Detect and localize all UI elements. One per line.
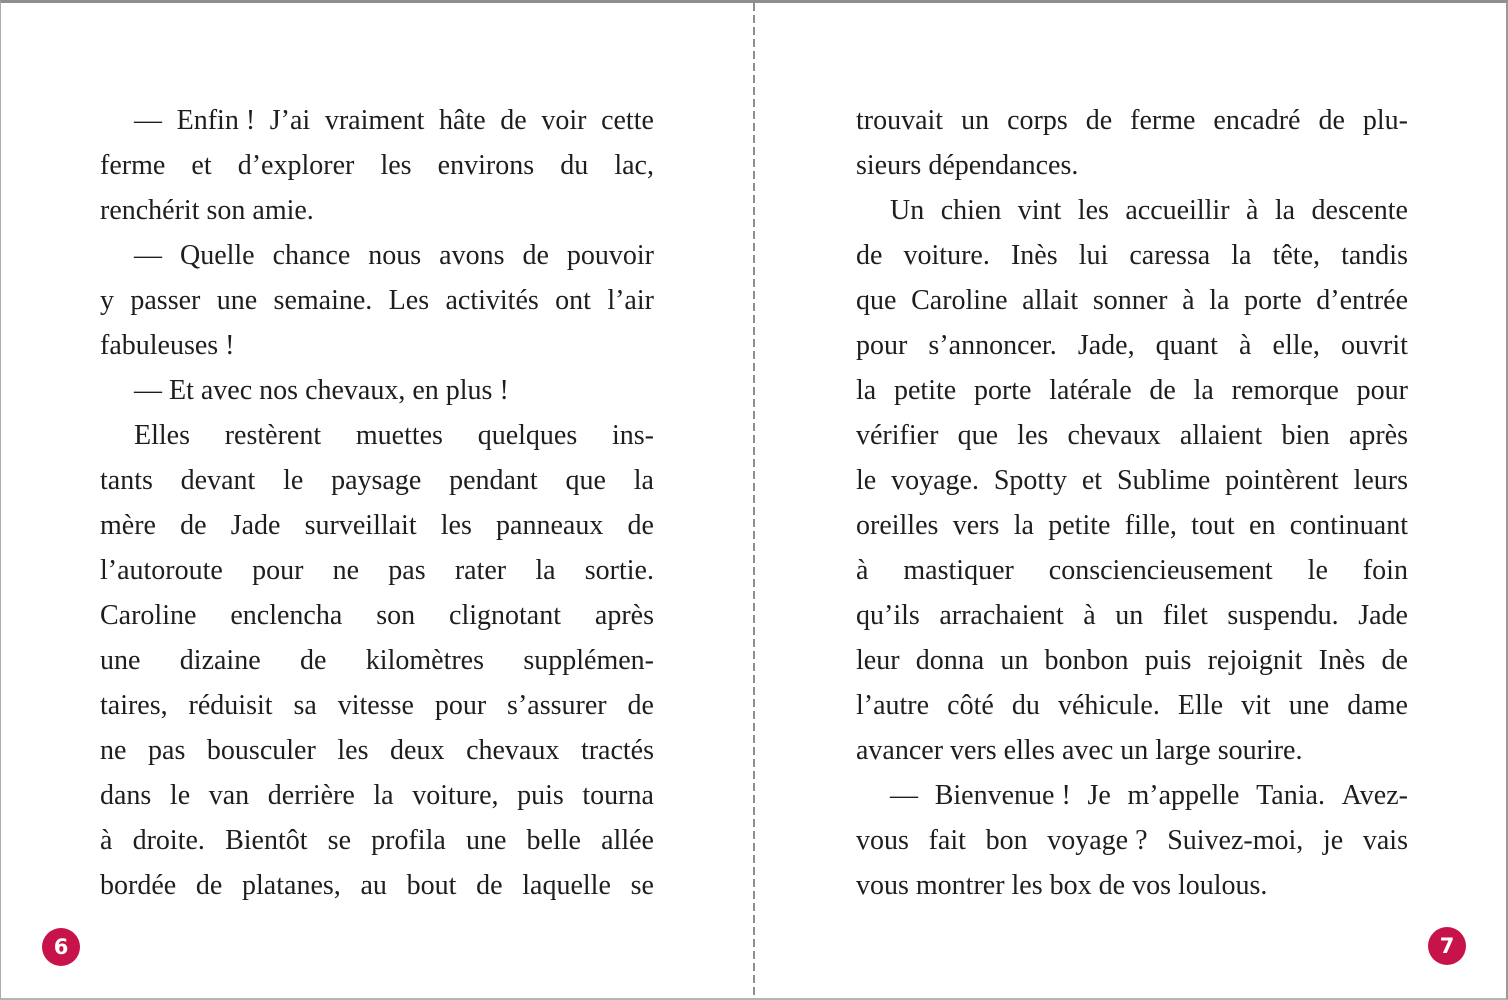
text-line: trouvait un corps de ferme encadré de plu- [856, 105, 1408, 136]
text-line: — Quelle chance nous avons de pouvoir [134, 240, 654, 271]
text-line: que Caroline allait sonner à la porte d’entrée [856, 285, 1408, 316]
text-line: pour s’annoncer. Jade, quant à elle, ouvrit [856, 330, 1408, 361]
text-line: vous fait bon voyage ? Suivez-moi, je vais [856, 825, 1408, 856]
text-line: — Enfin ! J’ai vraiment hâte de voir cette [134, 105, 654, 136]
text-line: — Bienvenue ! Je m’appelle Tania. Avez- [890, 780, 1408, 811]
text-line: bordée de platanes, au bout de laquelle se [100, 870, 654, 901]
text-line: ferme et d’explorer les environs du lac, [100, 150, 654, 181]
text-line: renchérit son amie. [100, 195, 314, 226]
text-line: de voiture. Inès lui caressa la tête, tandis [856, 240, 1408, 271]
text-line: ne pas bousculer les deux chevaux tractés [100, 735, 654, 766]
center-fold-dashed-line [753, 3, 755, 998]
page-number: 7 [1439, 934, 1455, 958]
text-line: à mastiquer consciencieusement le foin [856, 555, 1408, 586]
text-line: à droite. Bientôt se profila une belle allée [100, 825, 654, 856]
text-line: avancer vers elles avec un large sourire. [856, 735, 1303, 766]
text-line: oreilles vers la petite fille, tout en continuant [856, 510, 1408, 541]
text-line: vous montrer les box de vos loulous. [856, 870, 1268, 901]
text-line: Un chien vint les accueillir à la descente [890, 195, 1408, 226]
text-line: la petite porte latérale de la remorque pour [856, 375, 1408, 406]
page-number: 6 [53, 935, 69, 959]
page-number-badge-left [42, 928, 80, 966]
text-line: Caroline enclencha son clignotant après [100, 600, 654, 631]
left-page-text [100, 98, 654, 908]
text-line: vérifier que les chevaux allaient bien après [856, 420, 1408, 451]
right-page-text [856, 98, 1408, 908]
text-line: mère de Jade surveillait les panneaux de [100, 510, 654, 541]
text-line: le voyage. Spotty et Sublime pointèrent leurs [856, 465, 1408, 496]
text-line: leur donna un bonbon puis rejoignit Inès de [856, 645, 1408, 676]
text-line: l’autre côté du véhicule. Elle vit une dame [856, 690, 1408, 721]
text-line: l’autoroute pour ne pas rater la sortie. [100, 555, 654, 586]
text-line: fabuleuses ! [100, 330, 235, 361]
page-number-badge-right [1428, 927, 1466, 965]
text-line: tants devant le paysage pendant que la [100, 465, 654, 496]
text-line: y passer une semaine. Les activités ont l’air [100, 285, 654, 316]
text-line: taires, réduisit sa vitesse pour s’assurer de [100, 690, 654, 721]
text-line: Elles restèrent muettes quelques ins- [134, 420, 654, 451]
text-line: qu’ils arrachaient à un filet suspendu. Jade [856, 600, 1408, 631]
text-line: sieurs dépendances. [856, 150, 1079, 181]
text-line: dans le van derrière la voiture, puis tourna [100, 780, 654, 811]
text-line: — Et avec nos chevaux, en plus ! [134, 375, 509, 406]
text-line: une dizaine de kilomètres supplémen- [100, 645, 654, 676]
